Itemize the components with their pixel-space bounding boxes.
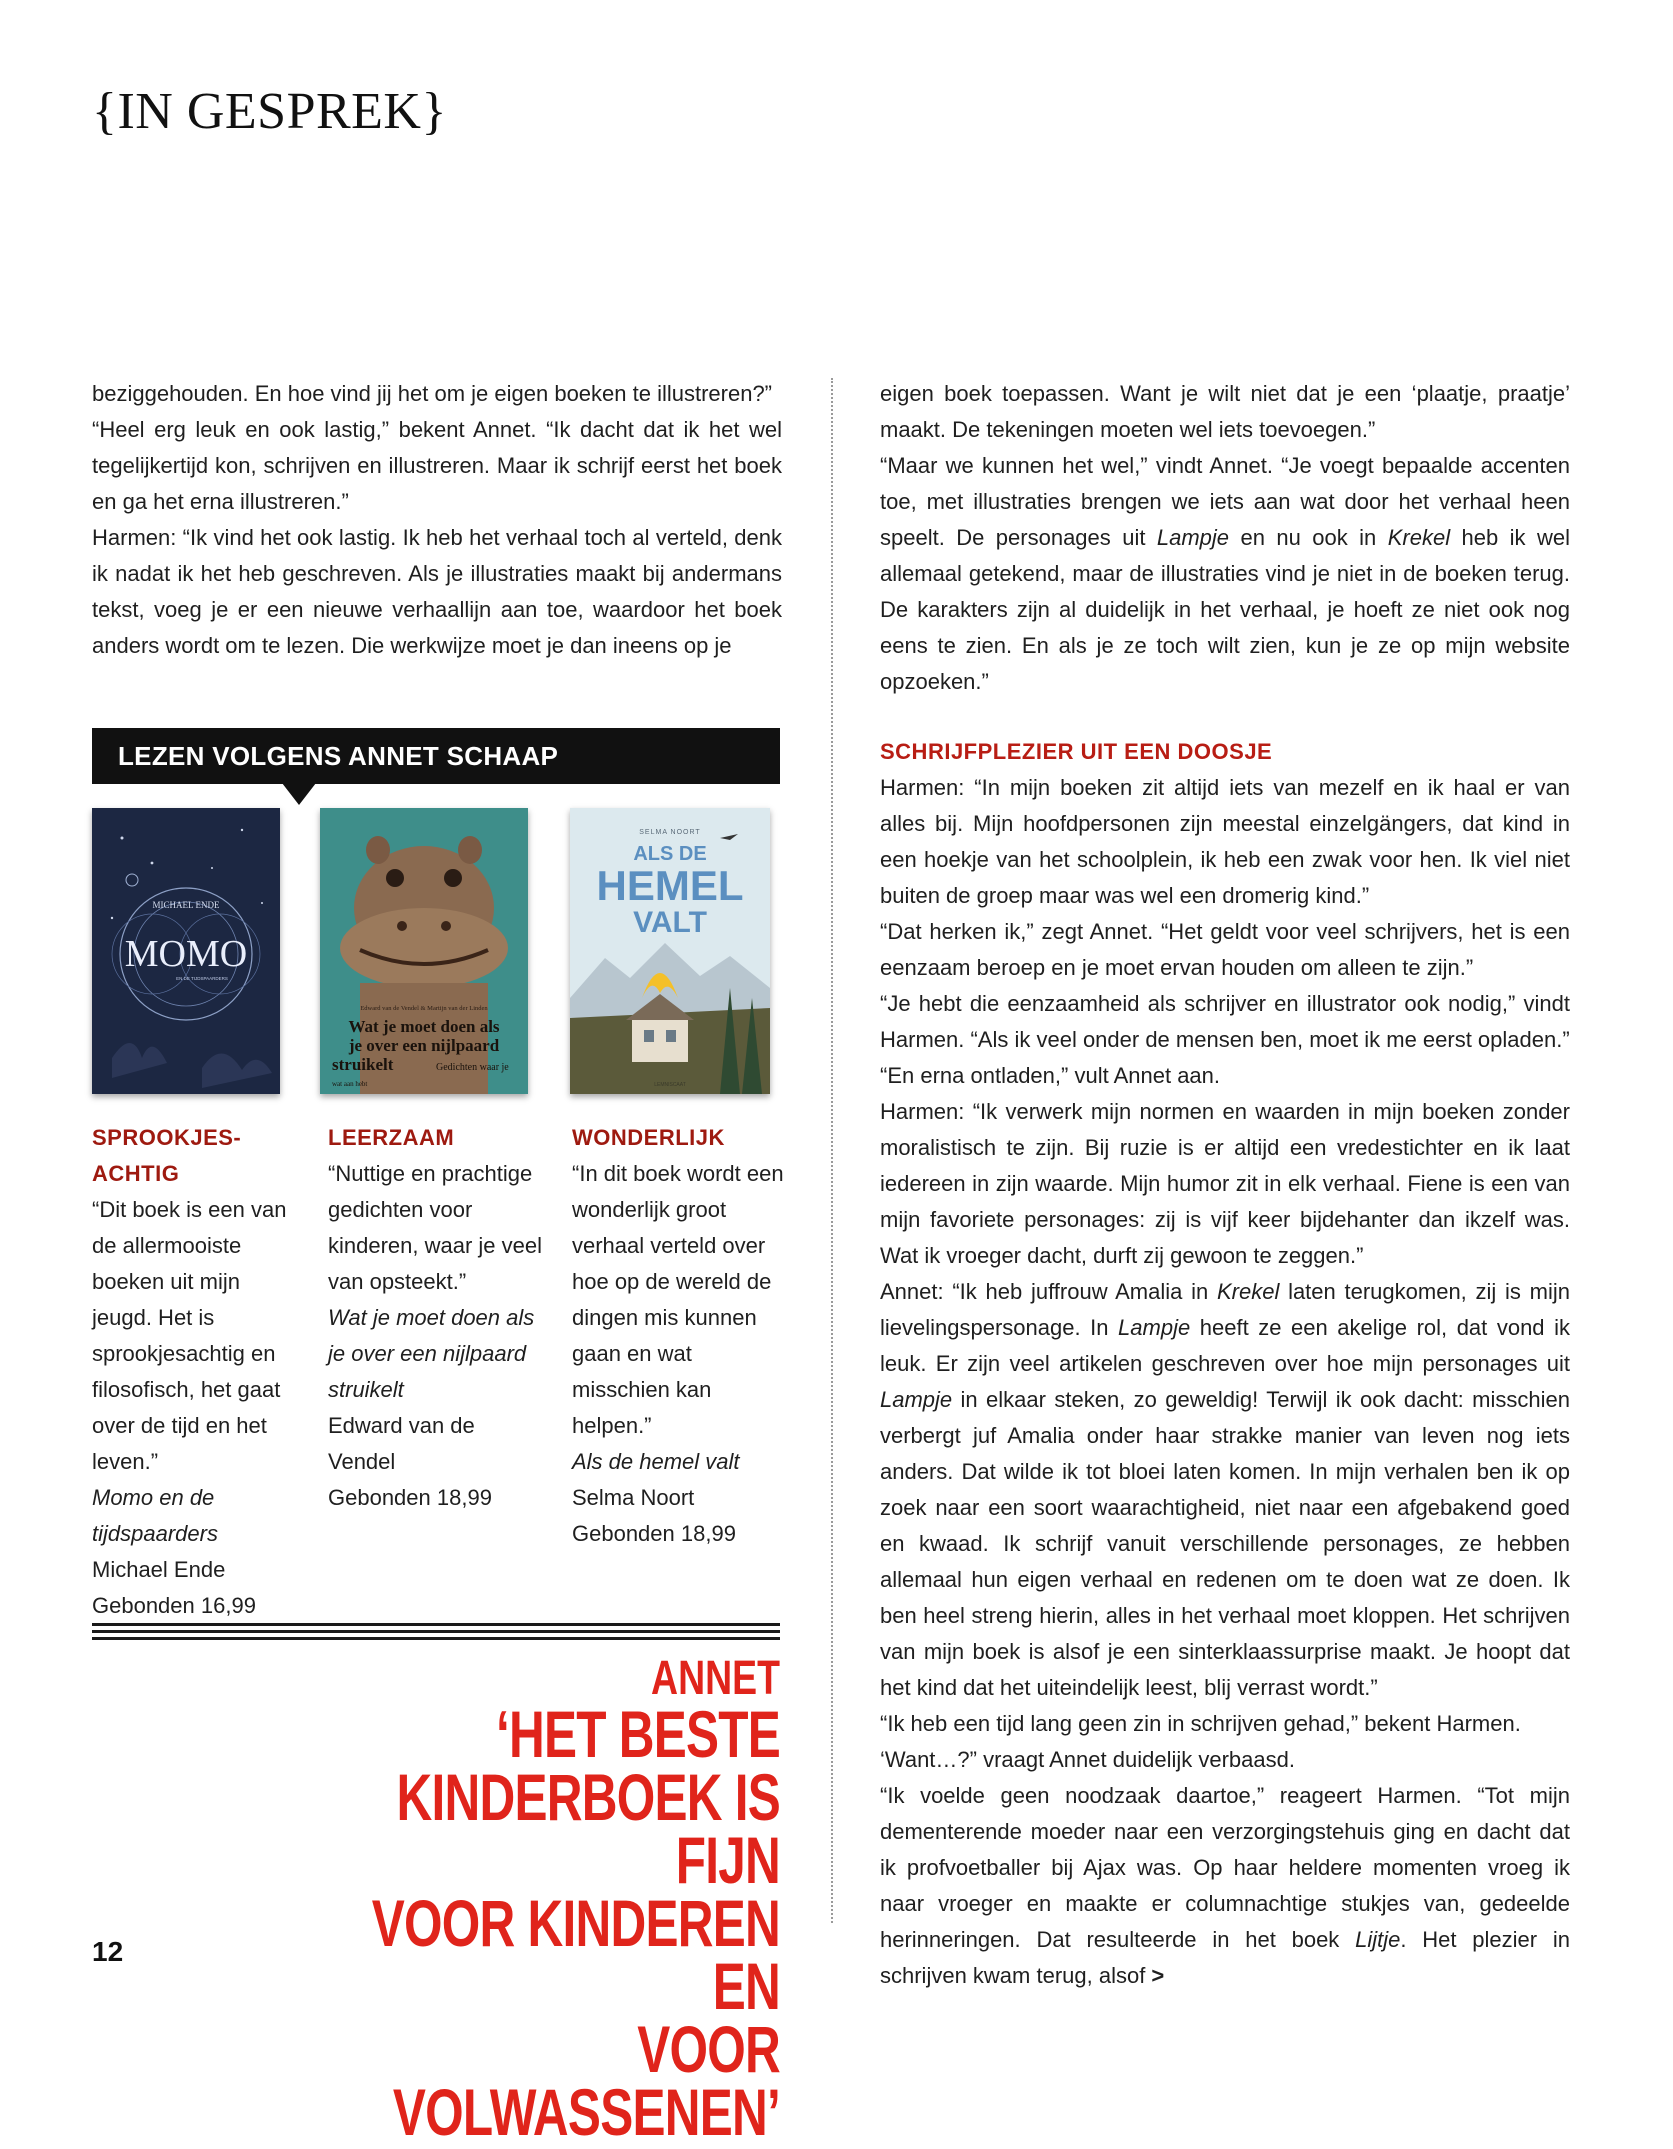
- nijlpaard-cover-authors: Edward van de Vendel & Martijn van der Linden: [360, 1005, 488, 1012]
- right-column-body: [880, 376, 1570, 1994]
- book-title: Als de hemel valt: [572, 1449, 740, 1474]
- momo-cover-title: MOMO: [124, 933, 248, 975]
- nijlpaard-cover-subtitle-2: wat aan hebt: [332, 1080, 368, 1088]
- nijlpaard-cover-title-3: struikelt: [332, 1055, 394, 1074]
- hemel-cover-title-1: ALS DE: [633, 843, 707, 865]
- paragraph: beziggehouden. En hoe vind jij het om je eigen boeken te illustreren?”: [92, 381, 773, 406]
- book-quote: “Nuttige en prachtige gedichten voor kinderen, waar je veel van opsteekt.”: [328, 1161, 543, 1294]
- book-recommendation: [572, 1120, 787, 1552]
- pull-quote-line: ‘HET BESTE: [495, 1697, 780, 1771]
- book-author: Selma Noort: [572, 1485, 695, 1510]
- paragraph: Harmen: “Ik vind het ook lastig. Ik heb het verhaal toch al verteld, denk ik nadat ik het heb geschreven. Als je illustraties maakt bij andermans tekst, voeg je er een nieuwe verhaallijn aan toe, waardoor het boek anders wordt om te lezen. Die werkwijze moet je dan ineens op je: [92, 525, 782, 658]
- book-price: Gebonden 16,99: [92, 1593, 256, 1618]
- book-recommendation: [328, 1120, 543, 1516]
- book-category: LEERZAAM: [328, 1125, 455, 1150]
- book-price: Gebonden 18,99: [328, 1485, 492, 1510]
- book-category: SPROOKJES-: [92, 1125, 242, 1150]
- nijlpaard-cover-art: [320, 808, 528, 1094]
- paragraph: “Dat herken ik,” zegt Annet. “Het geldt voor veel schrijvers, het is een eenzaam beroep en je moet ervan houden om alleen te zijn.”: [880, 919, 1570, 980]
- pull-quote-line: VOOR KINDEREN EN: [371, 1886, 780, 2023]
- hemel-cover-art: [570, 808, 770, 1094]
- hemel-cover-title-3: VALT: [633, 906, 707, 939]
- nijlpaard-cover-subtitle: Gedichten waar je: [436, 1062, 509, 1073]
- book-cover-hemel: [570, 808, 770, 1094]
- paragraph: “Ik heb een tijd lang geen zin in schrijven gehad,” bekent Harmen.: [880, 1711, 1521, 1736]
- book-author: Michael Ende: [92, 1557, 226, 1582]
- column-divider: [831, 378, 833, 1923]
- book-cover-nijlpaard: [320, 808, 528, 1094]
- decorative-rules: [92, 1623, 780, 1644]
- hemel-cover-author: SELMA NOORT: [639, 829, 701, 836]
- book-quote: “Dit boek is een van de allermooiste boeken uit mijn jeugd. Het is sprookjesachtig en filosofisch, het gaat over de tijd en het leven.”: [92, 1197, 287, 1474]
- book-quote: “In dit boek wordt een wonderlijk groot verhaal verteld over hoe op de wereld de dingen mis kunnen gaan en wat misschien kan helpen.”: [572, 1161, 784, 1438]
- paragraph: “En erna ontladen,” vult Annet aan.: [880, 1063, 1221, 1088]
- paragraph: ‘Want…?” vraagt Annet duidelijk verbaasd.: [880, 1747, 1295, 1772]
- paragraph: Harmen: “In mijn boeken zit altijd iets van mezelf en ik haal er van alles bij. Mijn hoofdpersonen zijn meestal einzelgängers, dat kind in een hoekje van het schoolplein, ik heb een zwak voor hen. Ik viel niet buiten de groep maar was wel een dromerig kind.”: [880, 775, 1570, 908]
- paragraph: “Ik voelde geen noodzaak daartoe,” reageert Harmen. “Tot mijn dementerende moeder naar een verzorgingstehuis ging en dacht dat ik profvoetballer bij Ajax was. Op haar heldere momenten vroeg ik naar vroeger en maakte er columnachtige stukjes van, gedeelde herinneringen. Dat resulteerde in het boek Lijtje. Het plezier in schrijven kwam terug, alsof >: [880, 1783, 1571, 1988]
- book-title: Momo en de tijdspaarders: [92, 1485, 218, 1546]
- pull-quote-line: KINDERBOEK IS FIJN: [396, 1760, 780, 1897]
- continue-arrow-icon: >: [1151, 1963, 1165, 1988]
- pull-quote-line: VOOR VOLWASSENEN’: [392, 2012, 780, 2149]
- paragraph: “Maar we kunnen het wel,” vindt Annet. “Je voegt bepaalde accenten toe, met illustraties brengen we iets aan wat door het verhaal heen speelt. De personages uit Lampje en nu ook in Krekel heb ik wel allemaal getekend, maar de illustraties vind je niet in de boeken terug. De karakters zijn al duidelijk in het verhaal, je hoeft ze niet ook nog eens te zien. En als je ze toch wilt zien, kun je ze op mijn website opzoeken.”: [880, 453, 1570, 694]
- book-price: Gebonden 18,99: [572, 1521, 736, 1546]
- paragraph: “Je hebt die eenzaamheid als schrijver en illustrator ook nodig,” vindt Harmen. “Als ik veel onder de mensen ben, moet ik me eerst opladen.”: [880, 991, 1570, 1052]
- momo-cover-subtitle: EN DE TIJDSPAARDERS: [176, 976, 228, 981]
- book-cover-momo: [92, 808, 280, 1094]
- left-column-body: [92, 376, 782, 664]
- subheading: SCHRIJFPLEZIER UIT EEN DOOSJE: [880, 739, 1273, 764]
- book-author: Edward van de Vendel: [328, 1413, 475, 1474]
- paragraph: Annet: “Ik heb juffrouw Amalia in Krekel laten terugkomen, zij is mijn lievelingspersonage. In Lampje heeft ze een akelige rol, dat vond ik leuk. Er zijn veel artikelen geschreven over hoe mijn personages uit Lampje in elkaar steken, zo geweldig! Terwijl ik ook dacht: misschien verbergt juf Amalia onder haar strakke manier van leven nog iets anders. Dat wilde ik tot bloei laten komen. In mijn verhalen ben ik op zoek naar een soort waarachtigheid, niet naar een afgebakend goed en kwaad. Ik schrijf vanuit verschillende personages, ze hebben allemaal hun eigen verhaal en redenen om te doen wat ze doen. Ik ben heel streng hierin, alles in het verhaal moet kloppen. Het schrijven van mijn boek is alsof je een sinterklaassurprise maakt. Je hoopt dat het kind dat het uiteindelijk leest, blij verrast wordt.”: [880, 1279, 1571, 1700]
- pull-quote-author: ANNET: [651, 1652, 780, 1705]
- pull-quote: [160, 1652, 780, 2149]
- hemel-cover-title-2: HEMEL: [596, 862, 744, 909]
- book-title: Wat je moet doen als je over een nijlpaard struikelt: [328, 1305, 535, 1402]
- paragraph: eigen boek toepassen. Want je wilt niet dat je een ‘plaatje, praatje’ maakt. De tekeningen moeten wel iets toevoegen.”: [880, 381, 1570, 442]
- paragraph: Harmen: “Ik verwerk mijn normen en waarden in mijn boeken zonder moralistisch te zijn. Bij ruzie is er altijd een vredestichter en ik laat iedereen in zijn waarde. Mijn humor zit in elk verhaal. Fiene is een van mijn favoriete personages: zij is vijf keer bijdehanter dan ikzelf was. Wat ik vroeger dacht, durft zij gewoon te zeggen.”: [880, 1099, 1570, 1268]
- hemel-cover-publisher: LEMNISCAAT: [654, 1082, 686, 1088]
- paragraph: “Heel erg leuk en ook lastig,” bekent Annet. “Ik dacht dat ik het wel tegelijkertijd kon, schrijven en illustreren. Maar ik schrijf eerst het boek en ga het erna illustreren.”: [92, 417, 782, 514]
- nijlpaard-cover-title-2: je over een nijlpaard: [348, 1036, 500, 1055]
- sidebar-title-pointer: [282, 783, 316, 805]
- book-recommendation: [92, 1120, 302, 1624]
- section-title: {IN GESPREK}: [92, 83, 447, 140]
- momo-cover-author: MICHAEL ENDE: [152, 900, 220, 910]
- book-category: ACHTIG: [92, 1161, 180, 1186]
- momo-cover-art: [92, 808, 280, 1094]
- sidebar-title: LEZEN VOLGENS ANNET SCHAAP: [92, 728, 780, 784]
- book-category: WONDERLIJK: [572, 1125, 725, 1150]
- page-number: 12: [92, 1936, 124, 1967]
- nijlpaard-cover-title-1: Wat je moet doen als: [348, 1017, 500, 1036]
